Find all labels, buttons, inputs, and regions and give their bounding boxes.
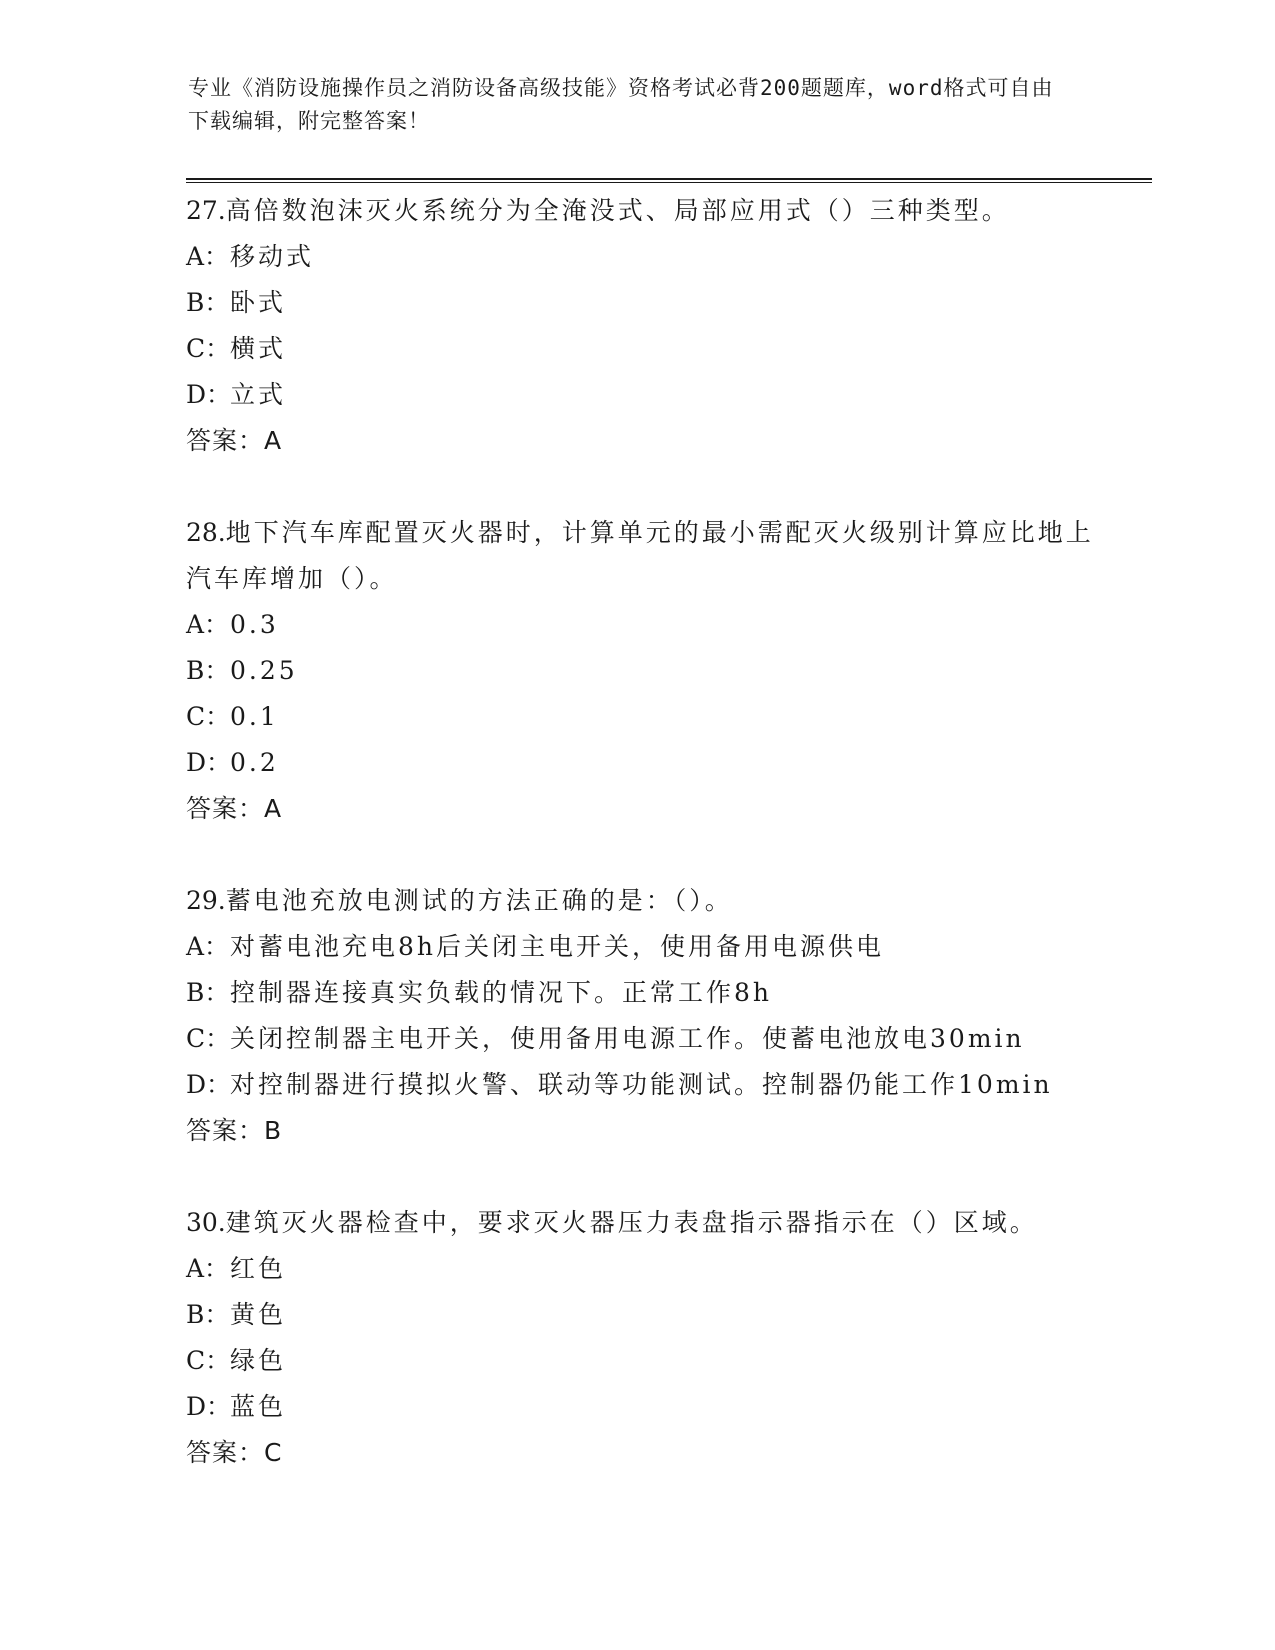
option-text: 卧式 (230, 288, 287, 317)
option-d (186, 1384, 1106, 1430)
option-b (186, 648, 1106, 694)
option-key: B： (186, 656, 230, 685)
question-list (186, 188, 1106, 1522)
option-a (186, 924, 1106, 970)
option-text: 0.2 (230, 748, 279, 777)
header-divider (186, 178, 1152, 183)
answer-line: 答案：C (186, 1438, 283, 1467)
question-text: 建筑灭火器检查中，要求灭火器压力表盘指示器指示在（）区域。 (225, 1208, 1038, 1237)
option-key: C： (186, 702, 231, 731)
option-key: B： (186, 1300, 230, 1329)
option-text: 0.3 (230, 610, 279, 639)
option-text: 对控制器进行摸拟火警、联动等功能测试。控制器仍能工作10min (230, 1070, 1053, 1099)
question-stem (186, 1200, 1106, 1246)
question-stem (186, 510, 1106, 602)
option-text: 控制器连接真实负载的情况下。正常工作8h (230, 978, 773, 1007)
question-text: 地下汽车库配置灭火器时，计算单元的最小需配灭火级别计算应比地上汽车库增加（）。 (186, 518, 1094, 593)
option-key: C： (186, 1346, 231, 1375)
option-b (186, 1292, 1106, 1338)
option-text: 蓝色 (230, 1392, 287, 1421)
option-key: D： (186, 380, 232, 409)
option-key: B： (186, 288, 230, 317)
option-text: 移动式 (230, 242, 315, 271)
option-text: 立式 (230, 380, 287, 409)
option-key: D： (186, 1392, 232, 1421)
option-c (186, 1338, 1106, 1384)
question-number: 30. (186, 1208, 226, 1237)
option-key: D： (186, 748, 232, 777)
option-c (186, 694, 1106, 740)
option-b (186, 280, 1106, 326)
option-key: A： (186, 610, 230, 639)
option-d (186, 1062, 1106, 1108)
option-text: 0.25 (230, 656, 298, 685)
option-key: A： (186, 932, 230, 961)
option-text: 关闭控制器主电开关，使用备用电源工作。使蓄电池放电30min (230, 1024, 1025, 1053)
option-c (186, 326, 1106, 372)
option-text: 横式 (230, 334, 287, 363)
question-stem (186, 188, 1106, 234)
option-a (186, 602, 1106, 648)
option-d (186, 740, 1106, 786)
question-item (186, 510, 1106, 832)
question-number: 27. (186, 196, 226, 225)
option-a (186, 234, 1106, 280)
answer-line: 答案：B (186, 1116, 283, 1145)
option-d (186, 372, 1106, 418)
question-item (186, 188, 1106, 464)
answer-line: 答案：A (186, 426, 283, 455)
option-text: 对蓄电池充电8h后关闭主电开关，使用备用电源供电 (230, 932, 885, 961)
question-text: 蓄电池充放电测试的方法正确的是：（）。 (225, 886, 733, 915)
question-item (186, 1200, 1106, 1476)
question-stem (186, 878, 1106, 924)
option-text: 黄色 (230, 1300, 287, 1329)
option-key: C： (186, 1024, 231, 1053)
option-b (186, 970, 1106, 1016)
question-number: 28. (186, 518, 226, 547)
option-text: 红色 (230, 1254, 287, 1283)
question-text: 高倍数泡沫灭火系统分为全淹没式、局部应用式（）三种类型。 (225, 196, 1010, 225)
question-number: 29. (186, 886, 226, 915)
option-a (186, 1246, 1106, 1292)
option-c (186, 1016, 1106, 1062)
question-item (186, 878, 1106, 1154)
option-text: 0.1 (230, 702, 279, 731)
option-text: 绿色 (230, 1346, 287, 1375)
option-key: D： (186, 1070, 232, 1099)
answer-line: 答案：A (186, 794, 283, 823)
option-key: A： (186, 242, 230, 271)
option-key: B： (186, 978, 230, 1007)
document-header: 专业《消防设施操作员之消防设备高级技能》资格考试必背200题题库，word格式可自由下载编辑，附完整答案！ (188, 76, 1054, 133)
option-key: C： (186, 334, 231, 363)
option-key: A： (186, 1254, 230, 1283)
